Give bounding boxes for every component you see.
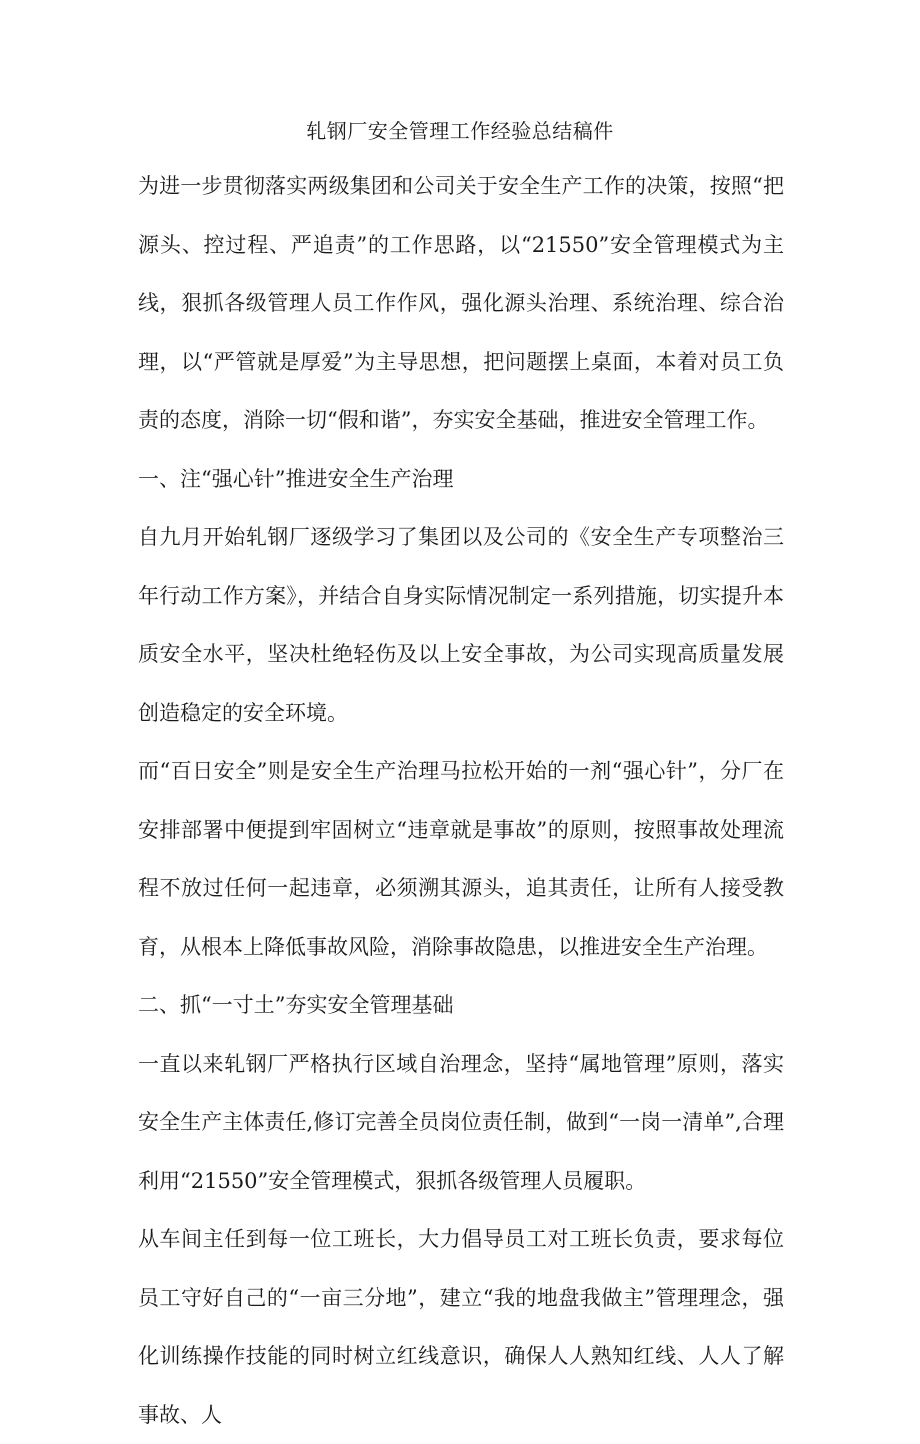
document-body xyxy=(138,157,784,1444)
paragraph-section1-b: 而“百日安全”则是安全生产治理马拉松开始的一剂“强心针”，分厂在安排部署中便提到牢固树立“违章就是事故”的原则，按照事故处理流程不放过任何一起违章，必须溯其源头，追其责任，让所有人接受教育，从根本上降低事故风险，消除事故隐患，以推进安全生产治理。 xyxy=(138,759,784,959)
section-heading-2: 二、抓“一寸土”夯实安全管理基础 xyxy=(138,993,454,1017)
paragraph-intro: 为进一步贯彻落实两级集团和公司关于安全生产工作的决策，按照“把源头、控过程、严追责”的工作思路，以“21550”安全管理模式为主线，狠抓各级管理人员工作作风，强化源头治理、系统治理、综合治理，以“严管就是厚爱”为主导思想，把问题摆上桌面，本着对员工负责的态度，消除一切“假和谐”，夯实安全基础，推进安全管理工作。 xyxy=(138,174,784,432)
document-title: 轧钢厂安全管理工作经验总结稿件 xyxy=(306,119,614,143)
paragraph-section2-a: 一直以来轧钢厂严格执行区域自治理念，坚持“属地管理”原则，落实安全生产主体责任,修订完善全员岗位责任制，做到“一岗一清单”,合理利用“21550”安全管理模式，狠抓各级管理人员履职。 xyxy=(138,1051,784,1193)
paragraph-section1-a: 自九月开始轧钢厂逐级学习了集团以及公司的《安全生产专项整治三年行动工作方案》，并结合自身实际情况制定一系列措施，切实提升本质安全水平，坚决杜绝轻伤及以上安全事故，为公司实现高质量发展创造稳定的安全环境。 xyxy=(138,525,784,725)
paragraph-section2-b: 从车间主任到每一位工班长，大力倡导员工对工班长负责，要求每位员工守好自己的“一亩三分地”，建立“我的地盘我做主”管理理念，强化训练操作技能的同时树立红线意识，确保人人熟知红线、人人了解事故、人 xyxy=(138,1227,784,1427)
section-heading-1: 一、注“强心针”推进安全生产治理 xyxy=(138,466,454,491)
